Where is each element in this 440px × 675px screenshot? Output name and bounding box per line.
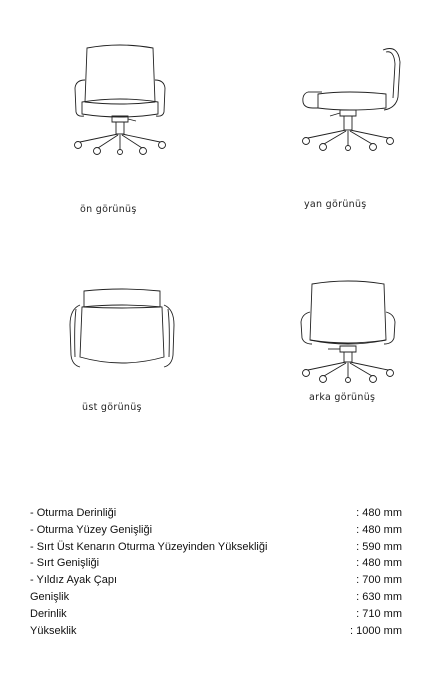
spec-row (30, 589, 402, 606)
spec-value: : 1000 mm (350, 624, 402, 637)
back-view-drawing (288, 278, 408, 388)
spec-row (30, 539, 402, 556)
spec-row (30, 572, 402, 589)
spec-value: : 480 mm (356, 507, 402, 519)
back-view-caption: arka görünüş (309, 392, 376, 403)
spec-value: : 590 mm (356, 540, 402, 553)
spec-label: - Oturma Derinliği (30, 507, 117, 519)
spec-value: : 480 mm (356, 557, 402, 570)
top-view-caption: üst görünüş (82, 402, 142, 413)
spec-value: : 480 mm (356, 523, 402, 536)
spec-label: Genişlik (30, 590, 70, 603)
spec-row (30, 623, 402, 640)
side-view-caption: yan görünüş (304, 199, 367, 210)
front-view-caption: ön görünüş (80, 204, 137, 215)
spec-label: Derinlik (30, 607, 67, 620)
spec-label: - Sırt Genişliği (30, 557, 100, 570)
spec-label: - Yıldız Ayak Çapı (30, 574, 118, 587)
front-view-drawing (60, 40, 180, 155)
spec-row (30, 522, 402, 539)
specifications-list (30, 505, 402, 639)
spec-value: : 700 mm (356, 574, 402, 587)
spec-label: - Sırt Üst Kenarın Oturma Yüzeyinden Yüksekliği (30, 540, 268, 553)
spec-label: - Oturma Yüzey Genişliği (30, 523, 153, 536)
top-view-drawing (62, 285, 182, 380)
spec-row (30, 606, 402, 623)
spec-row (30, 505, 402, 522)
spec-label: Yükseklik (30, 624, 77, 637)
side-view-drawing (288, 42, 413, 157)
spec-value: : 630 mm (356, 590, 402, 603)
spec-value: : 710 mm (356, 607, 402, 620)
spec-row (30, 555, 402, 572)
